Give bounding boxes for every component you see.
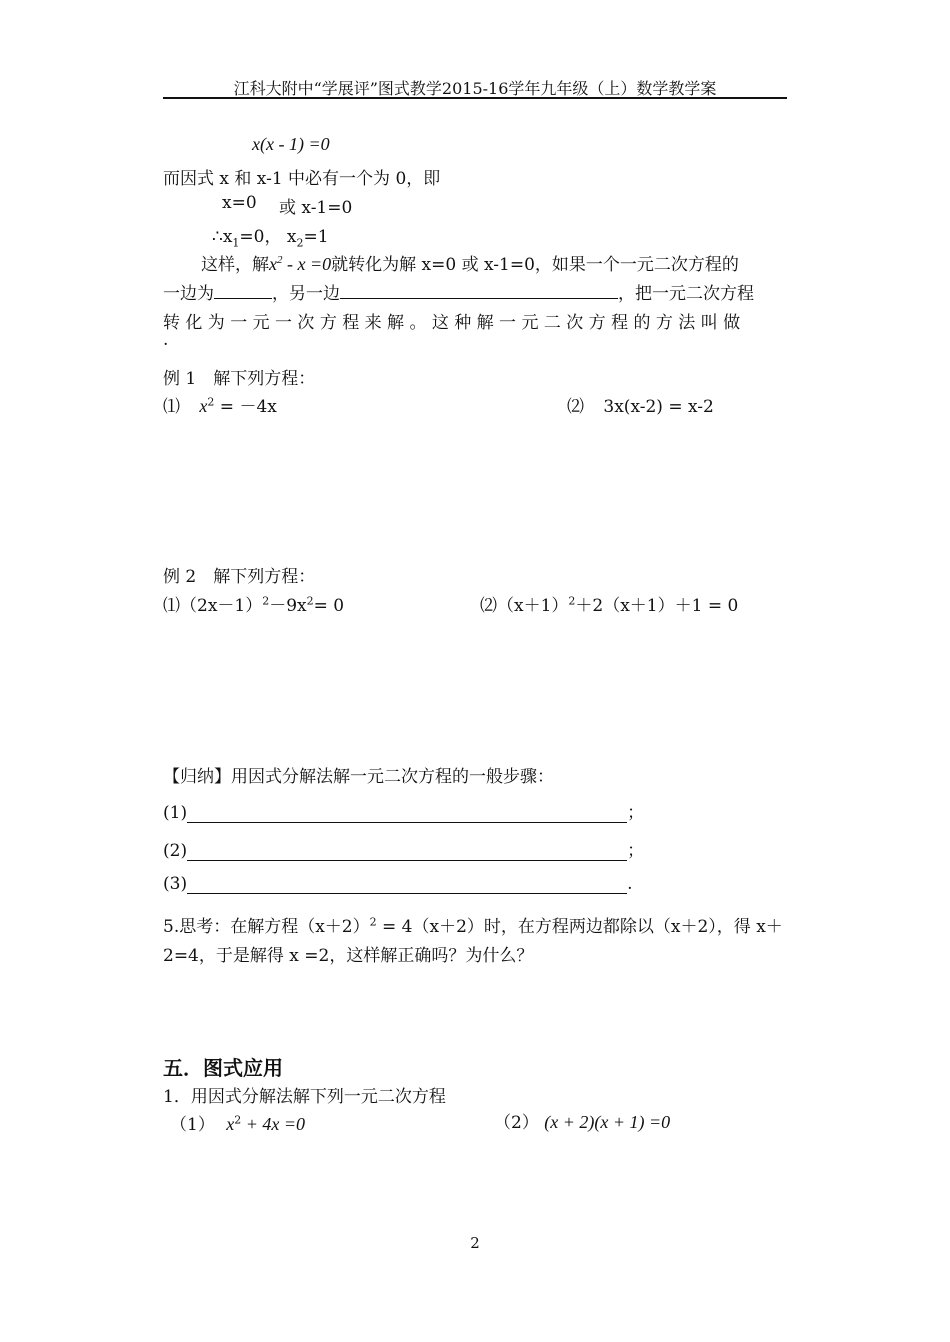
example1-q1-var: x bbox=[199, 396, 208, 416]
p1-text-b: 就转化为解 x=0 或 x-1=0，如果一个一元二次方程的 bbox=[331, 255, 739, 275]
sol1-var: x bbox=[222, 227, 233, 247]
p1-eq-sup: 2 bbox=[277, 254, 283, 266]
example1-q1 bbox=[163, 392, 277, 417]
example1-q1-rest: = －4x bbox=[214, 397, 277, 417]
therefore-symbol: ∴ bbox=[212, 227, 223, 247]
step-1-label: (1) bbox=[163, 803, 188, 823]
step-1-blank[interactable] bbox=[187, 804, 627, 823]
header-rule bbox=[163, 97, 787, 99]
step-3-blank[interactable] bbox=[187, 875, 627, 894]
p2-text-a: 一边为 bbox=[163, 284, 214, 304]
summary-step-1 bbox=[163, 798, 644, 823]
equation-factored: x(x - 1) =0 bbox=[252, 134, 330, 154]
sol1-val: =0， bbox=[239, 227, 282, 247]
section5-q1-label: （1） bbox=[170, 1115, 215, 1135]
example1-q2-label: ⑵ bbox=[567, 397, 584, 417]
think-1b: = 4（x＋2）时，在方程两边都除以（x＋2），得 x＋ bbox=[376, 917, 783, 937]
section5-q2-eq: (x + 2)(x + 1) =0 bbox=[544, 1112, 671, 1132]
sol2-sub: 2 bbox=[296, 236, 304, 250]
p2-text-c: ，把一元二次方程 bbox=[618, 284, 754, 304]
page-number: 2 bbox=[470, 1234, 480, 1252]
fill-blank-1[interactable] bbox=[214, 282, 272, 299]
step-3-label: (3) bbox=[163, 874, 188, 894]
intro-line-2b: 或 x-1=0 bbox=[279, 198, 353, 218]
intro-line-1: 而因式 x 和 x-1 中必有一个为 0，即 bbox=[163, 169, 441, 189]
summary-step-2 bbox=[163, 836, 644, 861]
example2-q2-a: ⑵（x＋1） bbox=[480, 596, 569, 616]
step-2-label: (2) bbox=[163, 841, 188, 861]
sol1-sub: 1 bbox=[232, 236, 240, 250]
solutions-line bbox=[212, 222, 329, 249]
intro-paragraph-1 bbox=[201, 250, 739, 275]
section5-q2-label: （2） bbox=[494, 1113, 539, 1133]
p1-eq-rest: - x =0 bbox=[282, 254, 332, 274]
example2-title: 例 2 解下列方程： bbox=[163, 567, 316, 587]
example2-q1-sup2: 2 bbox=[306, 594, 314, 608]
summary-title: 【归纳】用因式分解法解一元二次方程的一般步骤： bbox=[163, 767, 554, 787]
step-1-end: ； bbox=[627, 803, 645, 823]
step-3-end: . bbox=[627, 874, 633, 894]
section5-item1: 1．用因式分解法解下列一元二次方程 bbox=[163, 1087, 446, 1107]
p1-text-a: 这样，解 bbox=[201, 255, 269, 275]
page-header: 江科大附中“学展评”图式教学2015-16学年九年级（上）数学教学案 bbox=[233, 79, 717, 98]
section5-heading: 五．图式应用 bbox=[163, 1056, 283, 1080]
section5-q1-var: x bbox=[226, 1114, 235, 1134]
example1-q1-label: ⑴ bbox=[163, 397, 180, 417]
step-2-blank[interactable] bbox=[187, 842, 627, 861]
think-line-1 bbox=[163, 912, 783, 937]
think-1a: 5.思考：在解方程（x＋2） bbox=[163, 917, 370, 937]
p1-eq-x: x bbox=[269, 254, 277, 274]
example2-q2-b: ＋2（x＋1）＋1 = 0 bbox=[575, 596, 739, 616]
intro-paragraph-3: 转 化 为 一 元 一 次 方 程 来 解 。 这 种 解 一 元 二 次 方 程 的 方 法 叫 做 bbox=[163, 313, 741, 333]
example1-q1-sup: 2 bbox=[207, 395, 215, 409]
p1-equation bbox=[269, 254, 331, 274]
sol2-var: x bbox=[286, 227, 297, 247]
example1-q2 bbox=[567, 392, 714, 417]
step-2-end: ； bbox=[627, 841, 645, 861]
section5-q1-sup: 2 bbox=[234, 1113, 242, 1127]
section5-q1 bbox=[170, 1110, 305, 1135]
summary-step-3 bbox=[163, 874, 633, 894]
intro-line-2a: x=0 bbox=[222, 193, 257, 213]
intro-paragraph-4: . bbox=[163, 330, 169, 350]
fill-blank-2[interactable] bbox=[340, 282, 618, 299]
example2-q1-a: ⑴（2x－1） bbox=[163, 596, 263, 616]
example2-q1-c: = 0 bbox=[313, 596, 345, 616]
example2-q2 bbox=[480, 591, 738, 616]
think-sup: 2 bbox=[369, 915, 377, 929]
example2-q2-sup: 2 bbox=[568, 594, 576, 608]
example2-q1-sup1: 2 bbox=[262, 594, 270, 608]
think-line-2: 2=4，于是解得 x =2，这样解正确吗？为什么？ bbox=[163, 946, 534, 966]
section5-q1-rest: + 4x =0 bbox=[241, 1114, 306, 1134]
intro-paragraph-2 bbox=[163, 279, 754, 304]
p2-text-b: ，另一边 bbox=[272, 284, 340, 304]
sol2-val: =1 bbox=[303, 227, 329, 247]
example2-q1-b: －9x bbox=[269, 596, 307, 616]
example2-q1 bbox=[163, 591, 344, 616]
section5-q2 bbox=[494, 1108, 670, 1133]
example1-q2-text: 3x(x-2) = x-2 bbox=[603, 397, 714, 417]
example1-title: 例 1 解下列方程： bbox=[163, 369, 316, 389]
